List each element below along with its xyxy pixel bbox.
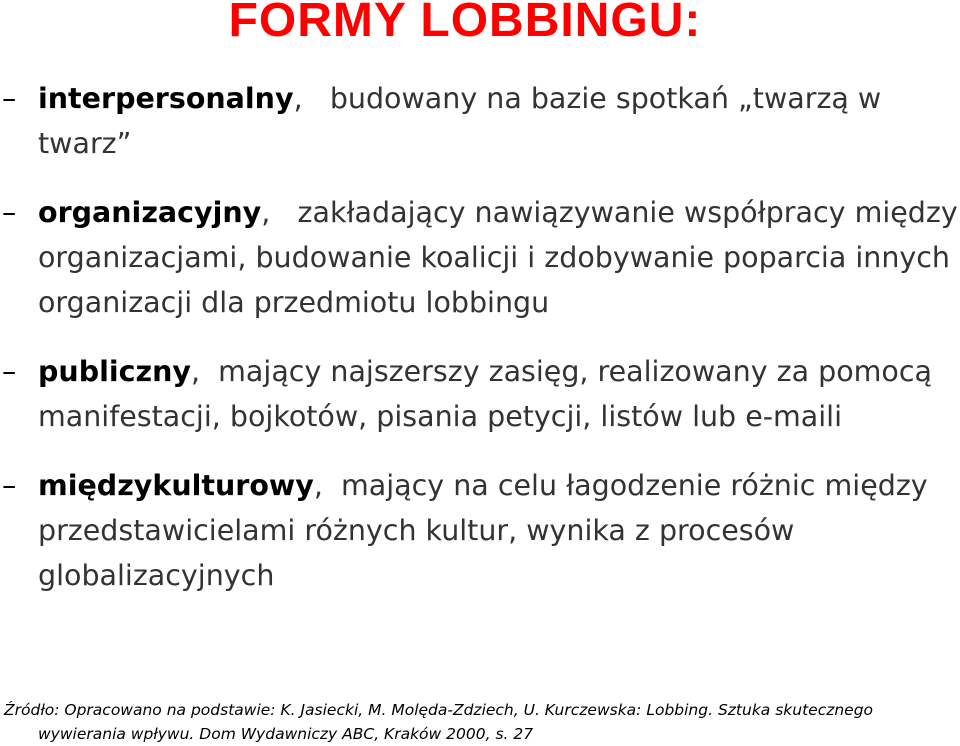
lobbying-forms-list xyxy=(0,76,960,622)
item-separator: , xyxy=(293,82,330,115)
source-citation xyxy=(4,698,954,746)
item-term: międzykulturowy xyxy=(38,469,314,502)
list-item-public xyxy=(0,349,960,439)
source-line-2: wywierania wpływu. Dom Wydawniczy ABC, Kraków 2000, s. 27 xyxy=(38,725,534,743)
list-item-intercultural xyxy=(0,463,960,598)
list-dash: – xyxy=(2,469,17,502)
source-line-1: Źródło: Opracowano na podstawie: K. Jasiecki, M. Molęda-Zdziech, U. Kurczewska: Lobbing. Sztuka skutecznego xyxy=(4,701,874,719)
item-separator: , xyxy=(190,355,219,388)
list-item-interpersonal xyxy=(0,76,960,166)
slide-title: FORMY LOBBINGU: xyxy=(228,0,702,47)
item-term: organizacyjny xyxy=(38,196,262,229)
item-description: zakładający nawiązywanie współpracy między organizacjami, budowanie koalicji i zdobywanie poparcia innych organizacji dla przedmiotu lobbingu xyxy=(38,196,958,319)
list-dash: – xyxy=(2,82,17,115)
item-description: mający na celu łagodzenie różnic między przedstawicielami różnych kultur, wynika z procesów globalizacyjnych xyxy=(38,469,928,592)
item-description: budowany na bazie spotkań „twarzą w twarz” xyxy=(38,82,882,160)
item-separator: , xyxy=(313,469,342,502)
item-term: interpersonalny xyxy=(38,82,294,115)
item-term: publiczny xyxy=(38,355,191,388)
list-dash: – xyxy=(2,196,17,229)
list-dash: – xyxy=(2,355,17,388)
item-separator: , xyxy=(261,196,298,229)
item-description: mający najszerszy zasięg, realizowany za pomocą manifestacji, bojkotów, pisania petycji, listów lub e-maili xyxy=(38,355,932,433)
list-item-organizational xyxy=(0,190,960,325)
